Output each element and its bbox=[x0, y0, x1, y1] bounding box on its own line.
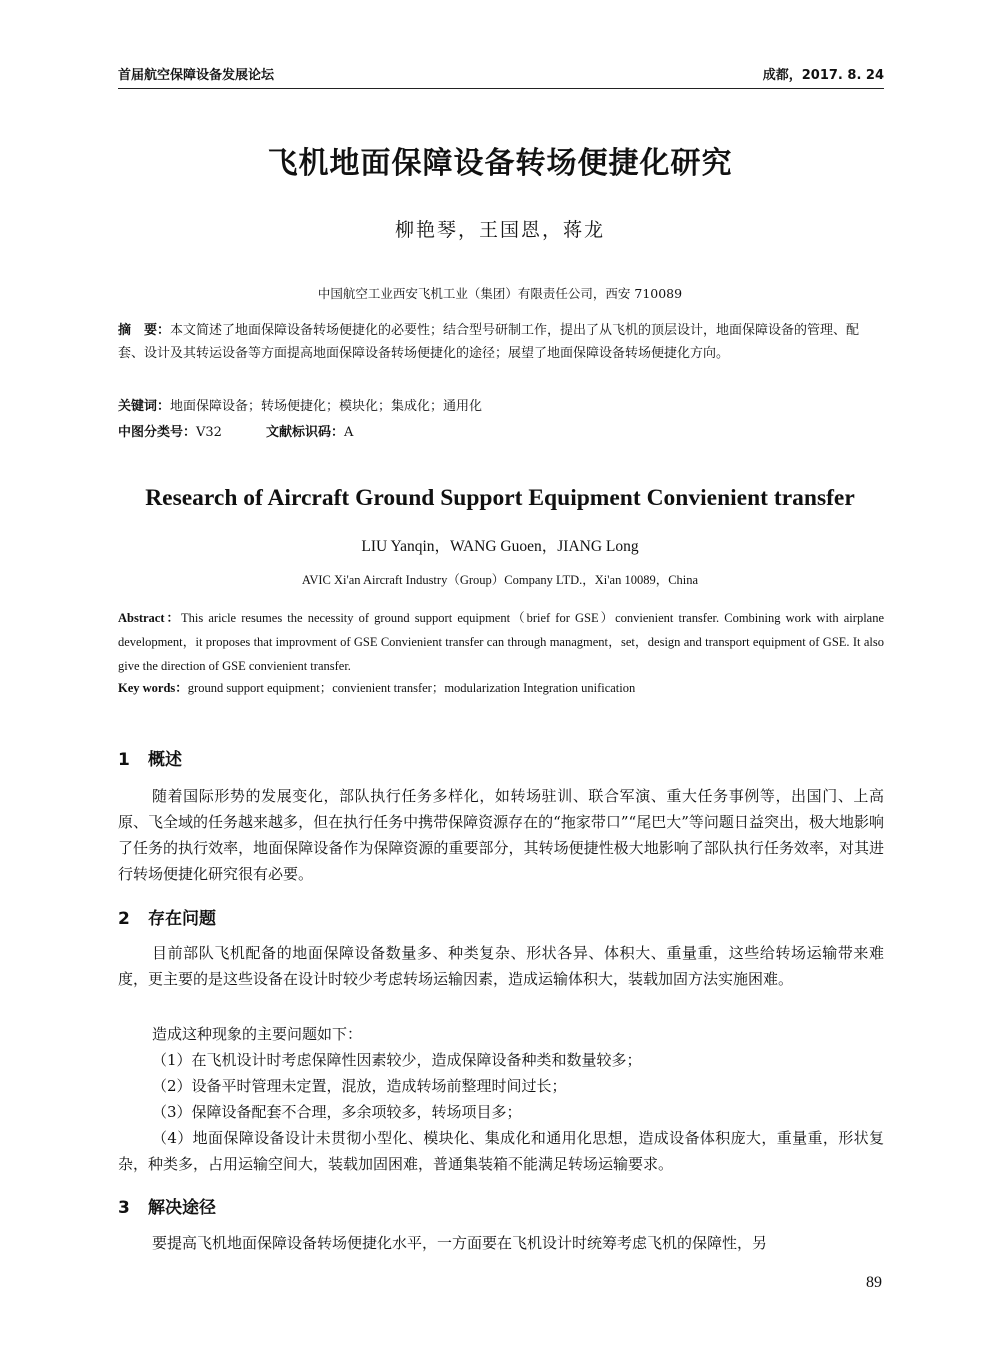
keywords-en-label: Key words： bbox=[118, 681, 188, 695]
section-2-intro: 造成这种现象的主要问题如下： bbox=[152, 1025, 363, 1043]
conference-name: 首届航空保障设备发展论坛 bbox=[118, 68, 275, 83]
keywords-en bbox=[118, 678, 884, 696]
section-heading-3 bbox=[118, 1193, 216, 1218]
section-1-paragraph: 随着国际形势的发展变化，部队执行任务多样化，如转场驻训、联合军演、重大任务事例等，出国门、上高原、飞全域的任务越来越多，但在执行任务中携带保障资源存在的“拖家带口”“尾巴大”等问题日益突出，极大地影响了任务的执行效率，地面保障设备作为保障资源的重要部分，其转场便捷性极大地影响了部队执行任务效率，对其进行转场便捷化研究很有必要。 bbox=[118, 787, 884, 883]
clc-value: V32 bbox=[196, 425, 222, 440]
authors-en: LIU Yanqin，WANG Guoen，JIANG Long bbox=[361, 538, 639, 555]
abstract-cn-label: 摘 要： bbox=[118, 323, 171, 338]
section-title: 概述 bbox=[148, 750, 182, 770]
abstract-cn bbox=[118, 319, 884, 365]
clc-label: 中图分类号： bbox=[118, 425, 197, 440]
keywords-cn-label: 关键词： bbox=[118, 399, 171, 414]
section-number: 1 bbox=[118, 750, 130, 770]
section-title: 解决途径 bbox=[148, 1198, 216, 1218]
section-3-paragraph: 要提高飞机地面保障设备转场便捷化水平，一方面要在飞机设计时统筹考虑飞机的保障性，另 bbox=[152, 1234, 768, 1252]
abstract-en-label: Abstract： bbox=[118, 611, 182, 625]
conference-place-date: 成都，2017. 8. 24 bbox=[762, 68, 884, 83]
affiliation-cn: 中国航空工业西安飞机工业（集团）有限责任公司，西安 710089 bbox=[317, 286, 683, 301]
keywords-cn bbox=[118, 395, 482, 414]
running-header bbox=[118, 58, 884, 89]
section-heading-1 bbox=[118, 745, 182, 770]
abstract-cn-text: 本文简述了地面保障设备转场便捷化的必要性；结合型号研制工作，提出了从飞机的顶层设计，地面保障设备的管理、配套、设计及其转运设备等方面提高地面保障设备转场便捷化的途径；展望了地面保障设备转场便捷化方向。 bbox=[118, 323, 860, 361]
classification-row bbox=[118, 421, 353, 440]
section-heading-2 bbox=[118, 904, 216, 929]
section-number: 3 bbox=[118, 1198, 130, 1218]
abstract-en-text: This aricle resumes the necessity of ground support equipment（brief for GSE）convienient transfer. Combining work with airplane development，it proposes that improvment of GSE Convienient transfer can through managment，set，design and transport equipment of GSE. It also give the direction of GSE convienient transfer. bbox=[118, 611, 885, 673]
list-item: （4）地面保障设备设计未贯彻小型化、模块化、集成化和通用化思想，造成设备体积庞大，重量重，形状复杂，种类多，占用运输空间大，装载加固困难，普通集装箱不能满足转场运输要求。 bbox=[118, 1129, 884, 1173]
authors-cn: 柳艳琴，王国恩，蒋龙 bbox=[394, 219, 605, 241]
paper-title-cn: 飞机地面保障设备转场便捷化研究 bbox=[267, 146, 733, 181]
keywords-en-text: ground support equipment；convienient transfer；modularization Integration unification bbox=[187, 681, 636, 695]
list-item: （2）设备平时管理未定置，混放，造成转场前整理时间过长； bbox=[152, 1077, 567, 1095]
list-item: （1）在飞机设计时考虑保障性因素较少，造成保障设备种类和数量较多； bbox=[152, 1051, 642, 1069]
doc-code-label: 文献标识码： bbox=[265, 425, 344, 440]
paper-title-en: Research of Aircraft Ground Support Equipment Convienient transfer bbox=[145, 485, 855, 511]
section-2-paragraph: 目前部队飞机配备的地面保障设备数量多、种类复杂、形状各异、体积大、重量重，这些给转场运输带来难度，更主要的是这些设备在设计时较少考虑转场运输因素，造成运输体积大，装载加固方法实施困难。 bbox=[118, 944, 884, 988]
section-number: 2 bbox=[118, 909, 130, 929]
doc-code-value: A bbox=[343, 425, 354, 440]
section-title: 存在问题 bbox=[148, 909, 216, 929]
list-item: （3）保障设备配套不合理，多余项较多，转场项目多； bbox=[152, 1103, 522, 1121]
keywords-cn-text: 地面保障设备；转场便捷化；模块化；集成化；通用化 bbox=[170, 399, 483, 414]
affiliation-en: AVIC Xi'an Aircraft Industry（Group）Company LTD.，Xi'an 10089，China bbox=[301, 573, 699, 587]
abstract-en bbox=[118, 606, 884, 678]
page-number: 89 bbox=[866, 1274, 882, 1291]
